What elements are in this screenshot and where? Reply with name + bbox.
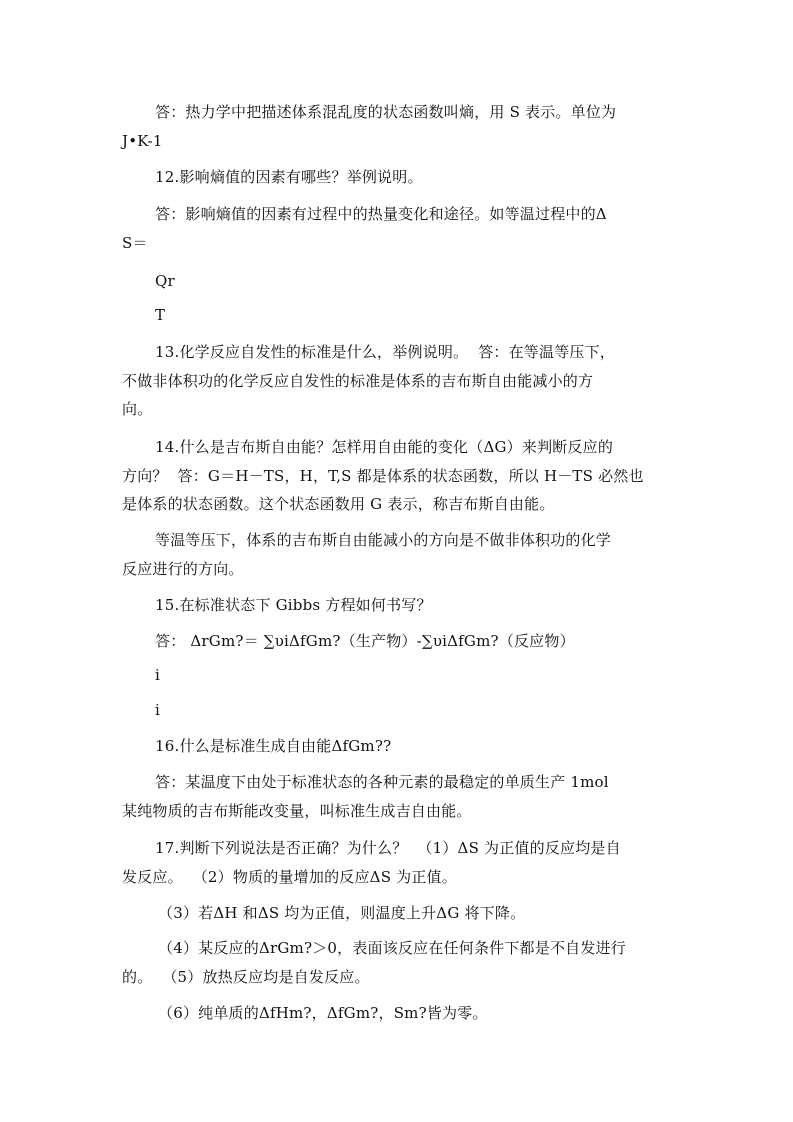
text-line: （3）若ΔH 和ΔS 均为正值，则温度上升ΔG 将下降。 [158, 904, 526, 922]
text-line: 13.化学反应自发性的标准是什么，举例说明。 答：在等温等压下， [155, 343, 615, 361]
text-line: 答：影响熵值的因素有过程中的热量变化和途径。如等温过程中的Δ [155, 205, 607, 223]
text-line: 向。 [122, 400, 153, 418]
text-line: 答：热力学中把描述体系混乱度的状态函数叫熵，用 S 表示。单位为 [155, 103, 617, 121]
text-line: 12.影响熵值的因素有哪些？举例说明。 [155, 168, 423, 186]
text-line: 发反应。 （2）物质的量增加的反应ΔS 为正值。 [122, 868, 457, 886]
text-line: 15.在标准状态下 Gibbs 方程如何书写？ [155, 596, 432, 614]
text-line: T [155, 306, 166, 324]
text-line: 的。 （5）放热反应均是自发反应。 [122, 968, 370, 986]
text-line: J•K-1 [122, 132, 163, 150]
text-line: 不做非体积功的化学反应自发性的标准是体系的吉布斯自由能减小的方 [122, 372, 594, 390]
text-line: 反应进行的方向。 [122, 560, 244, 578]
text-line: 16.什么是标准生成自由能ΔfGm?? [155, 737, 392, 755]
text-line: 等温等压下，体系的吉布斯自由能减小的方向是不做非体积功的化学 [155, 531, 612, 549]
text-line: 某纯物质的吉布斯能改变量，叫标准生成吉自由能。 [122, 802, 472, 820]
text-line: Qr [155, 272, 175, 290]
text-line: 答： ΔrGm?＝ ∑υiΔfGm?（生产物）-∑υiΔfGm?（反应物） [155, 632, 575, 650]
text-line: （6）纯单质的ΔfHm?，ΔfGm?，Sm?皆为零。 [158, 1004, 488, 1022]
text-line: 答：某温度下由处于标准状态的各种元素的最稳定的单质生产 1mol [155, 773, 609, 791]
text-line: 方向？ 答：G＝H－TS，H，T,S 都是体系的状态函数，所以 H－TS 必然也 [122, 467, 644, 485]
text-line: 14.什么是吉布斯自由能？怎样用自由能的变化（ΔG）来判断反应的 [155, 438, 614, 456]
text-line: S＝ [122, 234, 148, 252]
text-line: i [155, 701, 160, 719]
text-line: （4）某反应的ΔrGm?＞0，表面该反应在任何条件下都是不自发进行 [158, 939, 626, 957]
text-line: i [155, 666, 160, 684]
text-line: 是体系的状态函数。这个状态函数用 G 表示，称吉布斯自由能。 [122, 495, 555, 513]
text-line: 17.判断下列说法是否正确？为什么？ （1）ΔS 为正值的反应均是自 [155, 839, 621, 857]
